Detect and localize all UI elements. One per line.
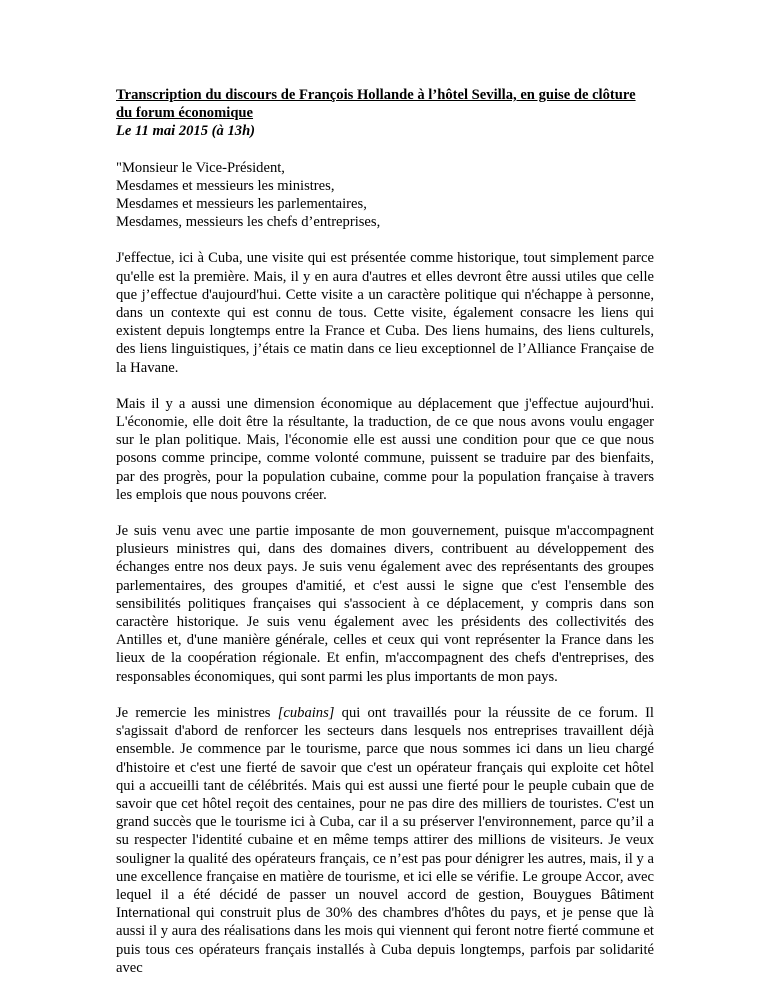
paragraph: Mais il y a aussi une dimension économique au déplacement que j'effectue aujourd'hui. L'économie, elle doit être la résultante, la traduction, de ce que nous avons voulu engager sur le plan politique. Mais, l'économie elle est aussi une condition pour que ce que nous posons comme principe, comme volonté commune, puissent se traduire par des bienfaits, par des progrès, pour la population cubaine, comme pour la population française à travers les emplois que nous pouvons créer. <box>116 395 654 503</box>
editorial-insertion: [cubains] <box>277 704 335 721</box>
paragraph-text: qui ont travaillés pour la réussite de ce forum. Il s'agissait d'abord de renforcer les secteurs dans lesquels nos entreprises travaillent déjà ensemble. Je commence par le tourisme, parce que nous sommes ici dans un lieu chargé d'histoire et c'est une fierté de savoir que c'est un opérateur français qui exploite cet hôtel qui a accueilli tant de célébrités. Mais qui est aussi une fierté pour le peuple cubain que de savoir que cet hôtel reçoit des centaines, pour ne pas dire des milliers de touristes. C'est un grand succès que le tourisme ici à Cuba, car il a su préserver l'environnement, parce qu’il a su respecter l'identité cubaine et en même temps attirer des millions de visiteurs. Je veux souligner la qualité des opérateurs français, ce n’est pas pour dénigrer les autres, mais, il y a une excellence française en matière de tourisme, et ici elle se vérifie. Le groupe Accor, avec lequel il a été décidé de passer un nouvel accord de gestion, Bouygues Bâtiment International qui construit plus de 30% des chambres d'hôtes du pays, et je pense que là aussi il y aura des réalisations dans les mois qui viennent qui feront notre fierté commune et puis tous ces opérateurs français installés à Cuba depuis longtemps, parfois par solidarité avec <box>116 704 654 976</box>
paragraph <box>116 704 654 977</box>
salutation-line: Mesdames, messieurs les chefs d’entreprises, <box>116 214 381 231</box>
salutation-line: Mesdames et messieurs les ministres, <box>116 177 335 194</box>
document-title: Transcription du discours de François Hollande à l’hôtel Sevilla, en guise de clôture du forum économique <box>116 87 636 122</box>
paragraph-text: Je remercie les ministres <box>116 704 278 721</box>
salutation-block <box>116 159 654 232</box>
paragraph: J'effectue, ici à Cuba, une visite qui est présentée comme historique, tout simplement parce qu'elle est la première. Mais, il y en aura d'autres et elles devront être aussi utiles que celle que j’effectue d'aujourd'hui. Cette visite a un caractère politique qui n'échappe à personne, dans un contexte qui est connu de tous. Cette visite, également consacre les liens qui existent depuis longtemps entre la France et Cuba. Des liens humains, des liens culturels, des liens linguistiques, j’étais ce matin dans ce lieu exceptionnel de l’Alliance Française de la Havane. <box>116 250 654 376</box>
document-date: Le 11 mai 2015 (à 13h) <box>116 123 256 140</box>
paragraph: Je suis venu avec une partie imposante de mon gouvernement, puisque m'accompagnent plusieurs ministres qui, dans des domaines divers, contribuent au développement des échanges entre nos deux pays. Je suis venu également avec des représentants des groupes parlementaires, des groupes d'amitié, et c'est aussi le signe que c'est l'ensemble des sensibilités politiques françaises qui s'associent à ce déplacement, y compris dans son caractère historique. Je suis venu également avec les présidents des collectivités des Antilles et, d'une manière générale, celles et ceux qui vont représenter la France dans les lieux de la coopération régionale. Et enfin, m'accompagnent des chefs d'entreprises, des responsables économiques, qui sont parmi les plus importants de mon pays. <box>116 523 654 685</box>
salutation-line: "Monsieur le Vice-Président, <box>116 159 285 176</box>
salutation-line: Mesdames et messieurs les parlementaires, <box>116 196 367 213</box>
document-body <box>116 86 654 995</box>
